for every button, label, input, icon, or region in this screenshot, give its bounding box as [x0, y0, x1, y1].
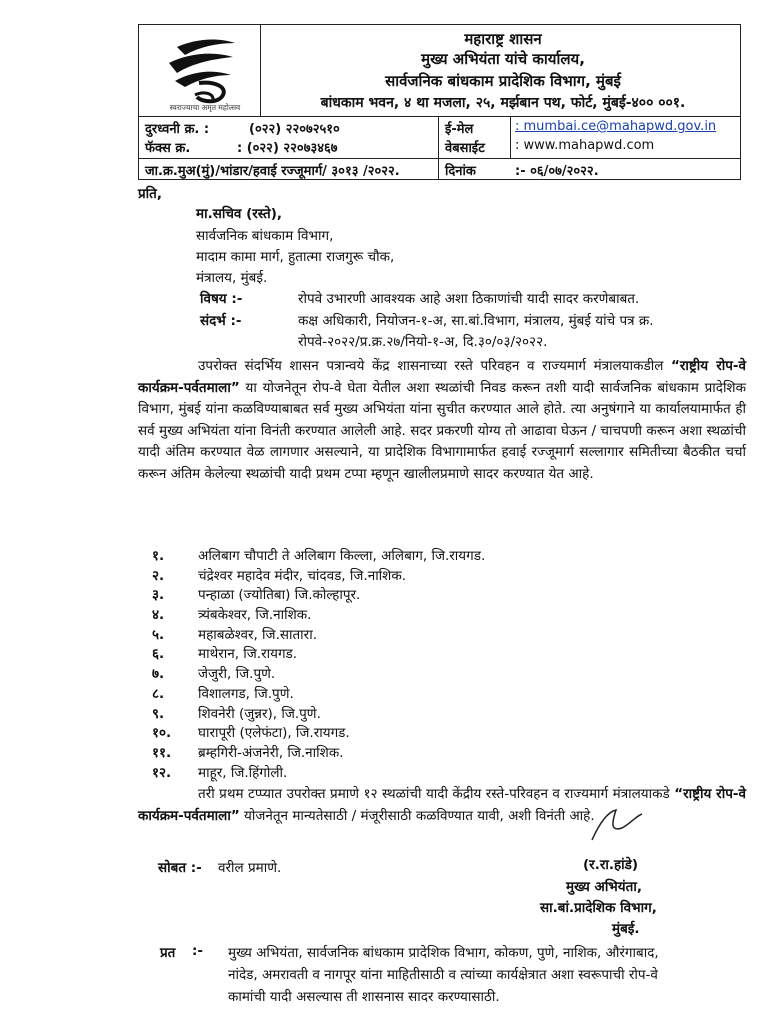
- program-name-2: “राष्ट्रीय रोप-वे कार्यक्रम-पर्वतमाला”: [138, 786, 746, 824]
- email-link[interactable]: : mumbai.ce@mahapwd.gov.in: [515, 119, 717, 134]
- signature-mark: [586, 802, 646, 846]
- list-item: १०. घारापूरी (एलेफंटा), जि.रायगड.: [152, 725, 350, 742]
- subject-text: रोपवे उभारणी आवश्यक आहे अशा ठिकाणांची यादी सादर करणेबाबत.: [298, 291, 640, 307]
- emblem-logo: [147, 29, 259, 117]
- list-item: ३. पन्हाळा (ज्योतिबा) जि.कोल्हापूर.: [152, 587, 361, 604]
- program-name: “राष्ट्रीय रोप-वे कार्यक्रम-पर्वतमाला”: [138, 358, 746, 396]
- office-name: मुख्य अभियंता यांचे कार्यालय,: [421, 50, 585, 68]
- fax-label: फॅक्स क्र.: [145, 141, 191, 156]
- signatory-office: सा.बां.प्रादेशिक विभाग,: [540, 900, 657, 916]
- email-label: ई-मेल: [445, 122, 474, 137]
- to-label: प्रति,: [138, 186, 163, 202]
- signatory-city: मुंबई.: [612, 921, 640, 937]
- list-item: ११. ब्रम्हगिरी-अंजनेरी, जि.नाशिक.: [152, 744, 344, 761]
- enclosure-text: वरील प्रमाणे.: [218, 860, 282, 876]
- copy-label: प्रत: [160, 945, 176, 961]
- list-item: २. चंद्रेश्वर महादेव मंदीर, चांदवड, जि.नाशिक.: [152, 567, 407, 584]
- body-paragraph-2: [138, 784, 746, 827]
- list-item: ४. त्र्यंबकेश्वर, जि.नाशिक.: [152, 607, 312, 624]
- copy-line-2: नांदेड, अमरावती व नागपूर यांना माहितीसाठी व त्यांच्या कार्यक्षेत्रात अशा स्वरूपाची रोप-वे: [228, 967, 658, 983]
- subject-label: विषय :-: [200, 291, 243, 307]
- website-link[interactable]: : www.mahapwd.com: [515, 138, 655, 153]
- phone-value: (०२२) २२०७२५१०: [249, 122, 340, 137]
- signatory-name: (र.रा.हांडे): [583, 857, 639, 873]
- fax-value: : (०२२) २२०७३४६७: [237, 141, 338, 156]
- website-label: वेबसाईट: [445, 141, 485, 156]
- copy-line-3: कामांची यादी असल्यास ती शासनास सादर करण्यासाठी.: [228, 989, 500, 1005]
- reference-label: संदर्भ :-: [200, 313, 242, 329]
- reference-number: जा.क्र.मुअ(मुं)/भांडार/हवाई रज्जूमार्ग/ ३०१३ /२०२२.: [145, 164, 400, 179]
- signatory-designation: मुख्य अभियंता,: [566, 879, 642, 895]
- date-value: :- ०६/०७/२०२२.: [515, 164, 599, 179]
- recipient-line-4: मंत्रालय, मुंबई.: [196, 270, 268, 286]
- list-item: ६. माथेरान, जि.रायगड.: [152, 646, 298, 663]
- recipient-line-2: सार्वजनिक बांधकाम विभाग,: [196, 228, 334, 244]
- enclosure-label: सोबत :-: [158, 860, 202, 876]
- list-item: ७. जेजुरी, जि.पुणे.: [152, 666, 276, 683]
- rule-2: [139, 158, 740, 159]
- logo-divider: [260, 25, 261, 116]
- division-name: सार्वजनिक बांधकाम प्रादेशिक विभाग, मुंबई: [385, 72, 621, 90]
- p2-rest: योजनेतून मान्यतेसाठी / मंजूरीसाठी कळविण्यात यावी, अशी विनंती आहे.: [244, 807, 595, 824]
- office-address: बांधकाम भवन, ४ था मजला, २५, मर्झबान पथ, फोर्ट, मुंबई-४०० ००१.: [320, 95, 686, 111]
- list-item: ५. महाबळेश्वर, जि.सातारा.: [152, 626, 317, 643]
- date-label: दिनांक: [445, 164, 476, 179]
- body-paragraph-1: [138, 356, 746, 485]
- p2-start: तरी प्रथम टप्प्यात उपरोक्त प्रमाणे १२ स्थळांची यादी केंद्रीय रस्ते-परिवहन व राज्यमार्ग मंत्रालयाकडे: [198, 786, 670, 802]
- list-item: ८. विशालगड, जि.पुणे.: [152, 685, 294, 702]
- list-item: १२. माहूर, जि.हिंगोली.: [152, 764, 288, 781]
- phone-label: दुरध्वनी क्र. :: [145, 122, 210, 137]
- org-name: महाराष्ट्र शासन: [464, 30, 542, 48]
- logo-tagline: स्वराज्याचा अमृत महोत्सव: [169, 103, 241, 112]
- p1-start: उपरोक्त संदर्भिय शासन पत्रान्वये केंद्र शासनाच्या रस्ते परिवहन व राज्यमार्ग मंत्रालयाकडील: [198, 358, 664, 374]
- copy-line-1: मुख्य अभियंता, सार्वजनिक बांधकाम प्रादेशिक विभाग, कोकण, पुणे, नाशिक, औरंगाबाद,: [228, 945, 659, 961]
- reference-line-1: कक्ष अधिकारी, नियोजन-१-अ, सा.बां.विभाग, मंत्रालय, मुंबई यांचे पत्र क्र.: [298, 313, 654, 329]
- list-item: ९. शिवनेरी (जुन्नर), जि.पुणे.: [152, 705, 321, 722]
- copy-separator: :-: [192, 943, 204, 959]
- letterhead: [138, 24, 741, 180]
- p1-rest: या योजनेतून रोप-वे घेता येतील अशा स्थळांची निवड करून तशी यादी सार्वजनिक बांधकाम प्रादेशिक विभाग, मुंबई यांना कळविण्याबाबत सर्व मुख्य अभियंता यांना सुचीत करण्यात आले होते. त्या अनुषंगाने या कार्यालयामार्फत ही सर्व मुख्य अभियंता यांना विनंती करण्यात आलेली आहे. सदर प्रकरणी योग्य तो आढावा घेऊन / चाचपणी करून अशा स्थळांची यादी अंतिम करण्यात वेळ लागणार असल्याने, या प्रादेशिक विभागामार्फत हवाई रज्जूमार्ग सल्लागार समितीच्या बैठकीत चर्चा करून अंतिम केलेल्या स्थळांची यादी प्रथम टप्पा म्हणून खालीलप्रमाणे सादर करण्यात येत आहे.: [138, 379, 746, 482]
- info-divider: [438, 116, 439, 179]
- recipient-line-3: मादाम कामा मार्ग, हुतात्मा राजगुरू चौक,: [196, 249, 395, 265]
- reference-line-2: रोपवे-२०२२/प्र.क्र.२७/नियो-१-अ, दि.३०/०३/२०२२.: [298, 334, 548, 350]
- list-item: १. अलिबाग चौपाटी ते अलिबाग किल्ला, अलिबाग, जि.रायगड.: [152, 548, 486, 564]
- recipient-line-1: मा.सचिव (रस्ते),: [196, 206, 283, 222]
- site-list: [0, 546, 768, 782]
- label-divider: [510, 116, 511, 158]
